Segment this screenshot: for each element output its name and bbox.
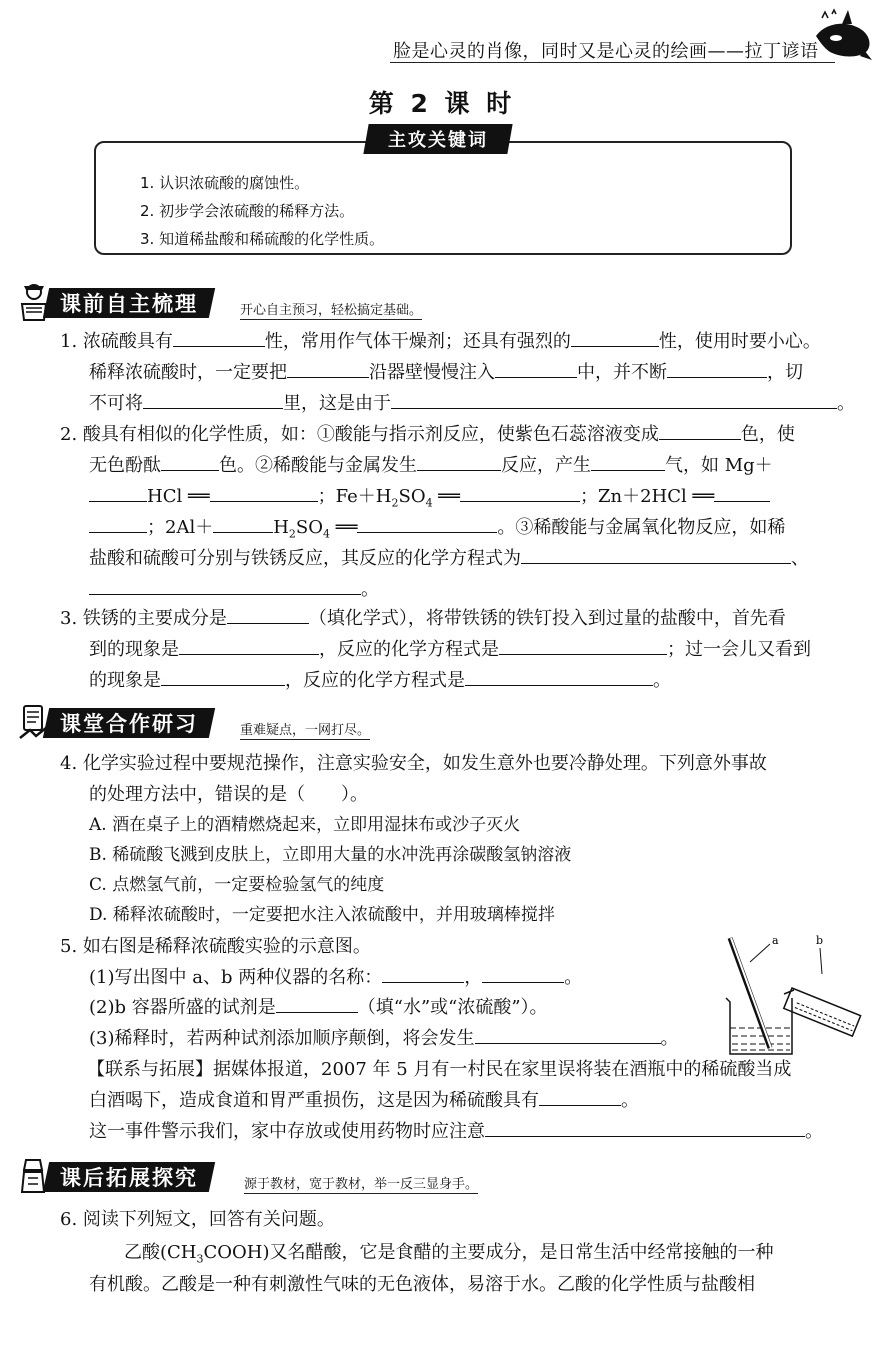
q5-line-1: 5. 如右图是稀释浓硫酸实验的示意图。 (60, 936, 371, 957)
blank[interactable] (460, 482, 580, 502)
text: 色。②稀酸能与金属发生 (219, 455, 417, 476)
blank[interactable] (571, 327, 659, 347)
section-title-band (43, 1162, 215, 1192)
text: 乙酸(CH (124, 1242, 197, 1263)
text: 。 (361, 579, 379, 600)
page-title: 第 2 课 时 (368, 89, 516, 118)
beaker-liquid-lines (732, 1036, 790, 1050)
blank[interactable] (89, 482, 147, 502)
pour-stream (784, 990, 794, 994)
section-subtitle: 开心自主预习，轻松搞定基础。 (240, 299, 422, 320)
q5-line-2 (89, 963, 582, 993)
section-subtitle: 重难疑点，一网打尽。 (240, 719, 370, 740)
text: ，反应的化学方程式是 (285, 670, 465, 691)
text: 、 (791, 548, 809, 569)
blank[interactable] (287, 358, 369, 378)
whale-logo-icon (812, 6, 874, 64)
blank[interactable] (89, 575, 361, 595)
text: (3)稀释时，若两种试剂添加顺序颠倒，将会发生 (89, 1028, 475, 1049)
section-header-pre-class (0, 282, 884, 322)
beaker (726, 998, 792, 1054)
label-a: a (772, 934, 779, 947)
text: ；过一会儿又看到 (667, 639, 811, 660)
subscript: 3 (196, 1252, 204, 1266)
label-b-leader (820, 948, 822, 974)
blank[interactable] (714, 482, 770, 502)
text: 气，如 Mg＋ (665, 455, 773, 476)
q4-option-b: B. 稀硫酸飞溅到皮肤上，立即用大量的水冲洗再涂碳酸氢钠溶液 (89, 845, 572, 865)
q2-line-6 (89, 575, 379, 605)
text: 白酒喝下，造成食道和胃严重损伤，这是因为稀硫酸具有 (89, 1090, 539, 1111)
q2-line-1 (60, 420, 795, 450)
blank[interactable] (499, 635, 667, 655)
text: 2. 酸具有相似的化学性质，如：①酸能与指示剂反应，使紫色石蕊溶液变成 (60, 424, 659, 445)
text: 色，使 (740, 424, 795, 445)
label-b: b (816, 934, 824, 947)
q2-line-2 (89, 451, 773, 481)
blank[interactable] (227, 604, 309, 624)
text: （填“水”或“浓硫酸”）。 (357, 997, 548, 1018)
text: 1. 浓硫酸具有 (60, 331, 173, 352)
blank[interactable] (210, 482, 318, 502)
text: SO (398, 486, 426, 507)
text: 反应，产生 (501, 455, 591, 476)
q1-line-3 (89, 389, 855, 419)
text: SO (295, 517, 324, 538)
blank[interactable] (161, 666, 285, 686)
blank[interactable] (173, 327, 265, 347)
blank[interactable] (495, 358, 577, 378)
section-title-band (43, 288, 215, 318)
keyword-item: 3. 知道稀盐酸和稀硫酸的化学性质。 (140, 230, 385, 248)
blank[interactable] (276, 993, 358, 1013)
ext-line-2 (89, 1086, 639, 1116)
poured-container (784, 988, 861, 1036)
blank[interactable] (667, 358, 767, 378)
section-title: 课前自主梳理 (60, 292, 198, 316)
text: (1)写出图中 a、b 两种仪器的名称： (89, 967, 383, 988)
section-header-after-class (0, 1156, 884, 1196)
blank[interactable] (357, 513, 497, 533)
text: 里，这是由于 (283, 393, 391, 414)
q2-line-5 (89, 544, 809, 574)
text: 无色酚酞 (89, 455, 161, 476)
subscript: 2 (288, 527, 296, 541)
blank[interactable] (89, 513, 147, 533)
text: 。 (660, 1028, 679, 1049)
text: HCl ══ (147, 486, 210, 507)
q1-line-1 (60, 327, 821, 357)
label-a-leader (750, 944, 770, 962)
blank[interactable] (213, 513, 273, 533)
dilution-diagram (722, 930, 868, 1058)
q4-option-d: D. 稀释浓硫酸时，一定要把水注入浓硫酸中，并用玻璃棒搅拌 (89, 905, 555, 925)
q1-line-2 (89, 358, 803, 388)
text: ══ (432, 486, 460, 507)
q6-line-3: 有机酸。乙酸是一种有刺激性气味的无色液体，易溶于水。乙酸的化学性质与盐酸相 (89, 1274, 755, 1295)
text: ，切 (767, 362, 803, 383)
keywords-tag-label: 主攻关键词 (388, 130, 488, 151)
q4-option-a: A. 酒在桌子上的酒精燃烧起来，立即用湿抹布或沙子灭火 (89, 815, 521, 835)
text: 中，并不断 (577, 362, 667, 383)
blank[interactable] (521, 544, 791, 564)
text: (2)b 容器所盛的试剂是 (89, 997, 276, 1018)
text: 。 (564, 967, 583, 988)
text: ；2Al＋ (147, 517, 214, 538)
subscript: 2 (391, 496, 399, 510)
text: （填化学式），将带铁锈的铁钉投入到过量的盐酸中，首先看 (308, 608, 786, 629)
keywords-tag (363, 124, 512, 154)
text: 这一事件警示我们，家中存放或使用药物时应注意 (89, 1121, 485, 1142)
subscript: 4 (323, 527, 331, 541)
text: ══ (330, 517, 358, 538)
text: ， (464, 967, 483, 988)
text: ；Fe＋H (317, 486, 392, 507)
blank[interactable] (143, 389, 283, 409)
text: 稀释浓硫酸时，一定要把 (89, 362, 287, 383)
text: 盐酸和硫酸可分别与铁锈反应，其反应的化学方程式为 (89, 548, 521, 569)
text: 。③稀酸能与金属氧化物反应，如稀 (497, 517, 786, 538)
blank[interactable] (539, 1086, 621, 1106)
blank[interactable] (659, 420, 741, 440)
q5-line-4 (89, 1024, 679, 1054)
text: 。 (621, 1090, 639, 1111)
text: 性，使用时要小心。 (658, 331, 821, 352)
text: 到的现象是 (89, 639, 179, 660)
section-title-band (43, 708, 215, 738)
text: 。 (805, 1121, 823, 1142)
blank[interactable] (465, 666, 653, 686)
section-subtitle: 源于教材，宽于教材，举一反三显身手。 (244, 1173, 478, 1194)
text: COOH)又名醋酸，它是食醋的主要成分，是日常生活中经常接触的一种 (203, 1242, 774, 1263)
text: 。 (653, 670, 671, 691)
ext-line-3 (89, 1117, 823, 1147)
keyword-item: 1. 认识浓硫酸的腐蚀性。 (140, 174, 310, 192)
section-header-in-class (0, 702, 884, 742)
text: 。 (837, 393, 855, 414)
text: 的现象是 (89, 670, 161, 691)
q6-line-1: 6. 阅读下列短文，回答有关问题。 (60, 1209, 335, 1230)
header-rule (390, 62, 835, 63)
blank[interactable] (161, 451, 219, 471)
keyword-item: 2. 初步学会浓硫酸的稀释方法。 (140, 202, 355, 220)
blank[interactable] (391, 389, 837, 409)
section-title: 课后拓展探究 (60, 1166, 198, 1190)
q4-line-1: 4. 化学实验过程中要规范操作，注意实验安全，如发生意外也要冷静处理。下列意外事故 (60, 753, 767, 774)
q4-line-2: 的处理方法中，错误的是（ ）。 (89, 784, 368, 805)
blank[interactable] (482, 963, 564, 983)
text: ；Zn＋2HCl ══ (579, 486, 715, 507)
q3-line-3 (89, 666, 671, 696)
q3-line-2 (89, 635, 811, 665)
blank[interactable] (417, 451, 501, 471)
text: H (273, 517, 289, 538)
q5-line-3 (89, 993, 548, 1023)
blank[interactable] (382, 963, 464, 983)
text: 沿器壁慢慢注入 (369, 362, 495, 383)
subscript: 4 (425, 496, 433, 510)
blank[interactable] (179, 635, 319, 655)
blank[interactable] (475, 1024, 661, 1044)
blank[interactable] (591, 451, 665, 471)
text: 不可将 (89, 393, 143, 414)
text: 性，常用作气体干燥剂；还具有强烈的 (264, 331, 571, 352)
text: 3. 铁锈的主要成分是 (60, 608, 227, 629)
q3-line-1 (60, 604, 786, 634)
q4-option-c: C. 点燃氢气前，一定要检验氢气的纯度 (89, 875, 385, 895)
blank[interactable] (485, 1117, 805, 1137)
section-title: 课堂合作研习 (60, 712, 198, 736)
header-quote: 脸是心灵的肖像，同时又是心灵的绘画——拉丁谚语 (393, 41, 819, 62)
ext-line-1: 【联系与拓展】据媒体报道，2007 年 5 月有一村民在家里误将装在酒瓶中的稀硫酸当成 (87, 1059, 792, 1080)
text: ，反应的化学方程式是 (319, 639, 499, 660)
